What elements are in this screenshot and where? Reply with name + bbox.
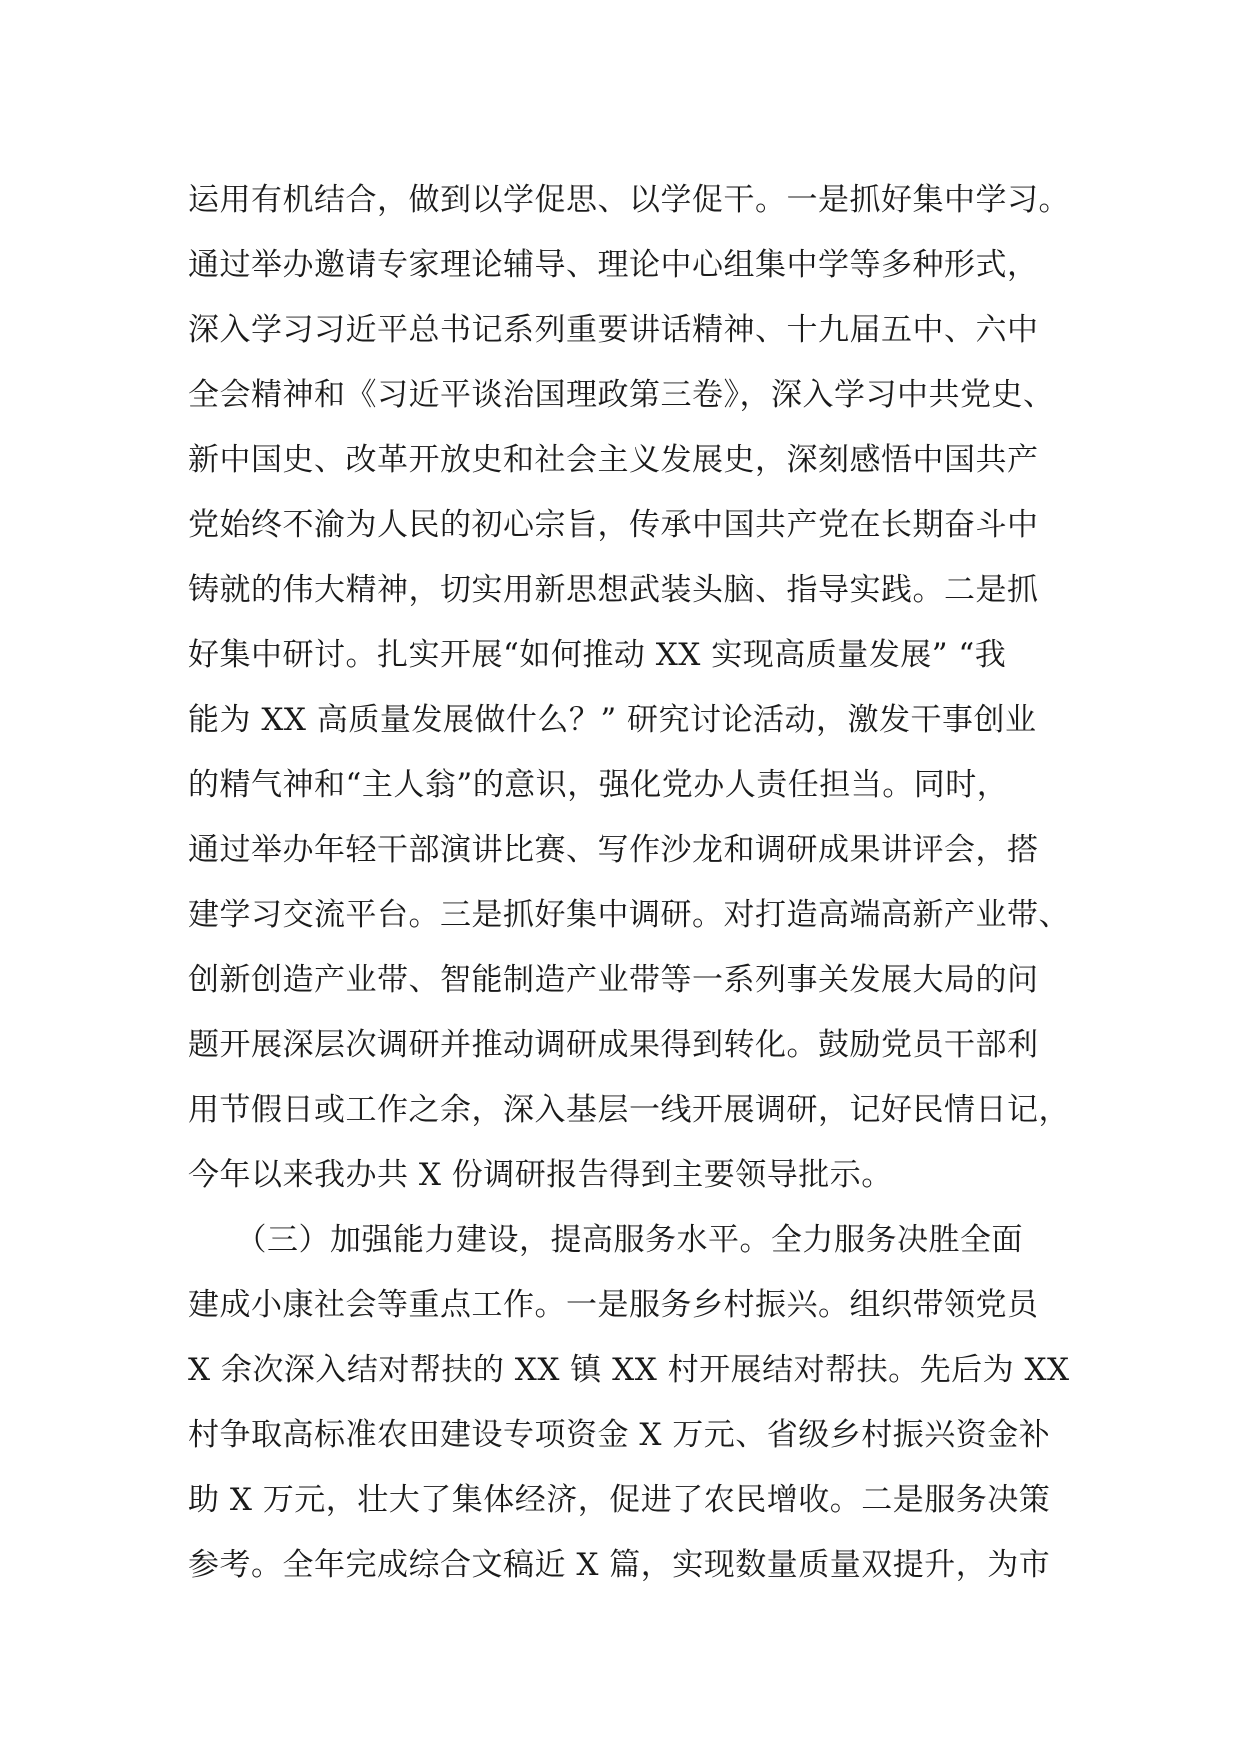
section-heading-line: （三）加强能力建设，提高服务水平。全力服务决胜全面 xyxy=(188,1222,1023,1258)
text-line: 今年以来我办共 X 份调研报告得到主要领导批示。 xyxy=(188,1157,893,1193)
text-line: 用节假日或工作之余，深入基层一线开展调研，记好民情日记， xyxy=(188,1092,1070,1128)
text-line: 运用有机结合，做到以学促思、以学促干。一是抓好集中学习。 xyxy=(188,182,1070,218)
text-line: 的精气神和“主人翁”的意识，强化党办人责任担当。同时， xyxy=(188,767,1009,803)
text-line: 参考。全年完成综合文稿近 X 篇，实现数量质量双提升，为市 xyxy=(188,1547,1051,1583)
text-line: 建成小康社会等重点工作。一是服务乡村振兴。组织带领党员 xyxy=(188,1287,1039,1323)
text-line: 能为 XX 高质量发展做什么？” 研究讨论活动，激发干事创业 xyxy=(188,702,1037,738)
text-line: 通过举办邀请专家理论辅导、理论中心组集中学等多种形式， xyxy=(188,247,1039,283)
text-line: 好集中研讨。扎实开展“如何推动 XX 实现高质量发展” “我 xyxy=(188,637,1007,673)
text-line: 创新创造产业带、智能制造产业带等一系列事关发展大局的问 xyxy=(188,962,1039,998)
text-line: 铸就的伟大精神，切实用新思想武装头脑、指导实践。二是抓 xyxy=(188,572,1039,608)
text-line: 通过举办年轻干部演讲比赛、写作沙龙和调研成果讲评会，搭 xyxy=(188,832,1039,868)
text-line: 全会精神和《习近平谈治国理政第三卷》，深入学习中共党史、 xyxy=(188,377,1055,413)
text-line: 党始终不渝为人民的初心宗旨，传承中国共产党在长期奋斗中 xyxy=(188,507,1039,543)
text-line: 深入学习习近平总书记系列重要讲话精神、十九届五中、六中 xyxy=(188,312,1039,348)
text-line: 助 X 万元，壮大了集体经济，促进了农民增收。二是服务决策 xyxy=(188,1482,1051,1518)
text-line: X 余次深入结对帮扶的 XX 镇 XX 村开展结对帮扶。先后为 XX xyxy=(188,1352,1070,1388)
text-line: 新中国史、改革开放史和社会主义发展史，深刻感悟中国共产 xyxy=(188,442,1039,478)
text-line: 村争取高标准农田建设专项资金 X 万元、省级乡村振兴资金补 xyxy=(188,1417,1051,1453)
text-line: 建学习交流平台。三是抓好集中调研。对打造高端高新产业带、 xyxy=(188,897,1070,933)
document-body xyxy=(188,168,1088,1598)
text-line: 题开展深层次调研并推动调研成果得到转化。鼓励党员干部利 xyxy=(188,1027,1039,1063)
